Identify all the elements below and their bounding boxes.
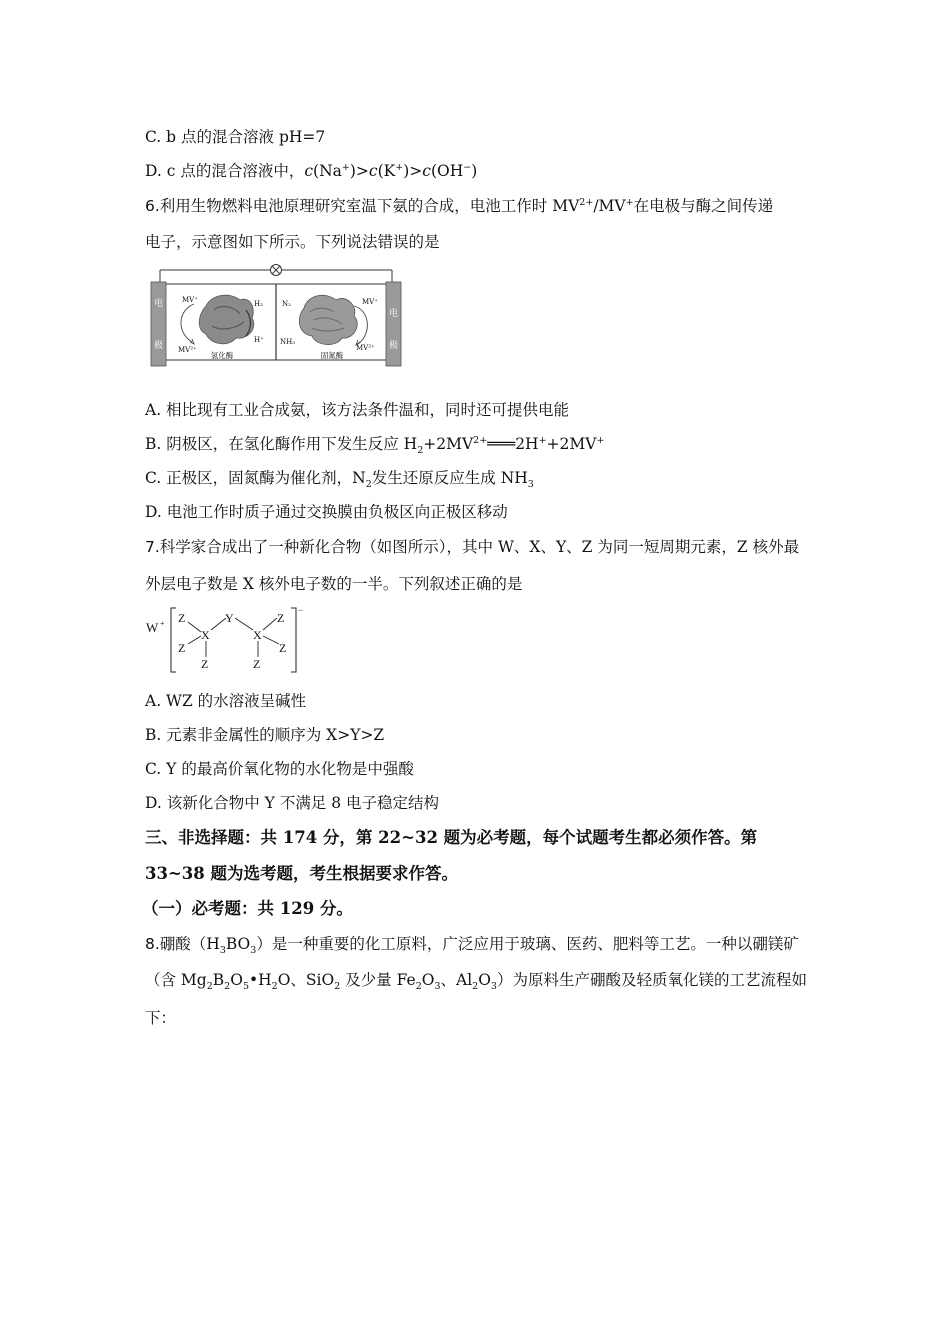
q6-stem-line1: 6.利用生物燃料电池原理研究室温下氨的合成，电池工作时 $MV^{2+}/MV^+$在电极与酶之间传递 — [145, 196, 774, 215]
h-plus-label: H⁺ — [254, 336, 264, 344]
x-atom: X — [253, 628, 262, 642]
n2-label: N₂ — [282, 300, 291, 308]
q8-stem-line3: 下： — [145, 1009, 177, 1027]
w-cation-label: W — [146, 620, 159, 635]
q6-option-a: A. 相比现有工业合成氨，该方法条件温和，同时还可提供电能 — [145, 401, 570, 419]
q7-option-b: B. 元素非金属性的顺序为 X>Y>Z — [145, 726, 385, 744]
z-atom: Z — [178, 611, 186, 625]
q6-stem-line2: 电子，示意图如下所示。下列说法错误的是 — [145, 233, 440, 251]
left-electrode-label-top: 电 — [153, 299, 164, 309]
z-atom: Z — [201, 657, 209, 671]
right-electrode — [386, 282, 401, 366]
q7-stem-line1: 7.科学家合成出了一种新化合物（如图所示），其中 W、X、Y、Z 为同一短周期元素，Z 核外最 — [145, 538, 800, 556]
enzyme-left-label: 氢化酶 — [210, 351, 234, 360]
right-bracket — [291, 608, 296, 672]
left-electrode — [151, 282, 166, 366]
q7-option-c: C. Y 的最高价氧化物的水化物是中强酸 — [145, 760, 414, 778]
nh3-label: NH₃ — [280, 338, 296, 346]
q7-option-d: D. 该新化合物中 Y 不满足 8 电子稳定结构 — [145, 794, 440, 812]
z-atom: Z — [178, 641, 186, 655]
q5-option-c: C. b 点的混合溶液 pH=7 — [145, 128, 326, 146]
h2-label: H₂ — [254, 300, 263, 308]
z-atom: Z — [253, 657, 261, 671]
mv-plus-label-right: MV⁺ — [362, 298, 378, 306]
right-electrode-label-top: 电 — [388, 309, 399, 319]
x-atom: X — [201, 628, 210, 642]
q6-option-d: D. 电池工作时质子通过交换膜由负极区向正极区移动 — [145, 503, 508, 521]
right-electrode-label-bottom: 极 — [388, 341, 399, 351]
bulb-icon — [271, 265, 282, 276]
left-bracket — [171, 608, 176, 672]
z-atom: Z — [279, 641, 287, 655]
q6-option-c: C. 正极区，固氮酶为催化剂，$N_2$发生还原反应生成 $NH_3$ — [145, 469, 534, 491]
q6-option-b: B. 阴极区，在氢化酶作用下发生反应 $H_2+2MV^{2+}═══2H^++2MV^+$ — [145, 434, 605, 457]
mv-2plus-label-left: MV²⁺ — [178, 346, 197, 354]
compound-structure-diagram — [144, 604, 314, 676]
w-cation-charge: + — [160, 619, 165, 628]
subsection-heading: （一）必考题：共 129 分。 — [142, 899, 353, 918]
fuel-cell-diagram — [148, 262, 404, 370]
enzyme-right-label: 固氮酶 — [320, 351, 344, 360]
q8-stem-line1: 8.硼酸$(H_3BO_3)$是一种重要的化工原料，广泛应用于玻璃、医药、肥料等工艺。一种以硼镁矿 — [145, 935, 799, 957]
q7-option-a: A. WZ 的水溶液呈碱性 — [145, 692, 307, 710]
q7-stem-line2: 外层电子数是 X 核外电子数的一半。下列叙述正确的是 — [145, 575, 523, 593]
q5-option-d: D. c 点的混合溶液中，c(Na+)>c(K+)>c(OH−) — [145, 161, 478, 180]
left-electrode-label-bottom: 极 — [153, 341, 164, 351]
q8-stem-line2: （含 $Mg_2B_2O_5•H_2O$、SiO$_2$ 及少量 $Fe_2O_3$、$Al_2O_3$）为原料生产硼酸及轻质氧化镁的工艺流程如 — [145, 971, 807, 993]
mv-2plus-label-right: MV²⁺ — [356, 344, 375, 352]
y-atom: Y — [225, 611, 234, 625]
section-heading-line2: 33~38 题为选考题，考生根据要求作答。 — [145, 864, 458, 883]
anion-charge: − — [298, 605, 304, 615]
mv-plus-label-left: MV⁺ — [182, 296, 198, 304]
section-heading-line1: 三、非选择题：共 174 分，第 22~32 题为必考题，每个试题考生都必须作答。第 — [145, 828, 758, 847]
z-atom: Z — [277, 611, 285, 625]
